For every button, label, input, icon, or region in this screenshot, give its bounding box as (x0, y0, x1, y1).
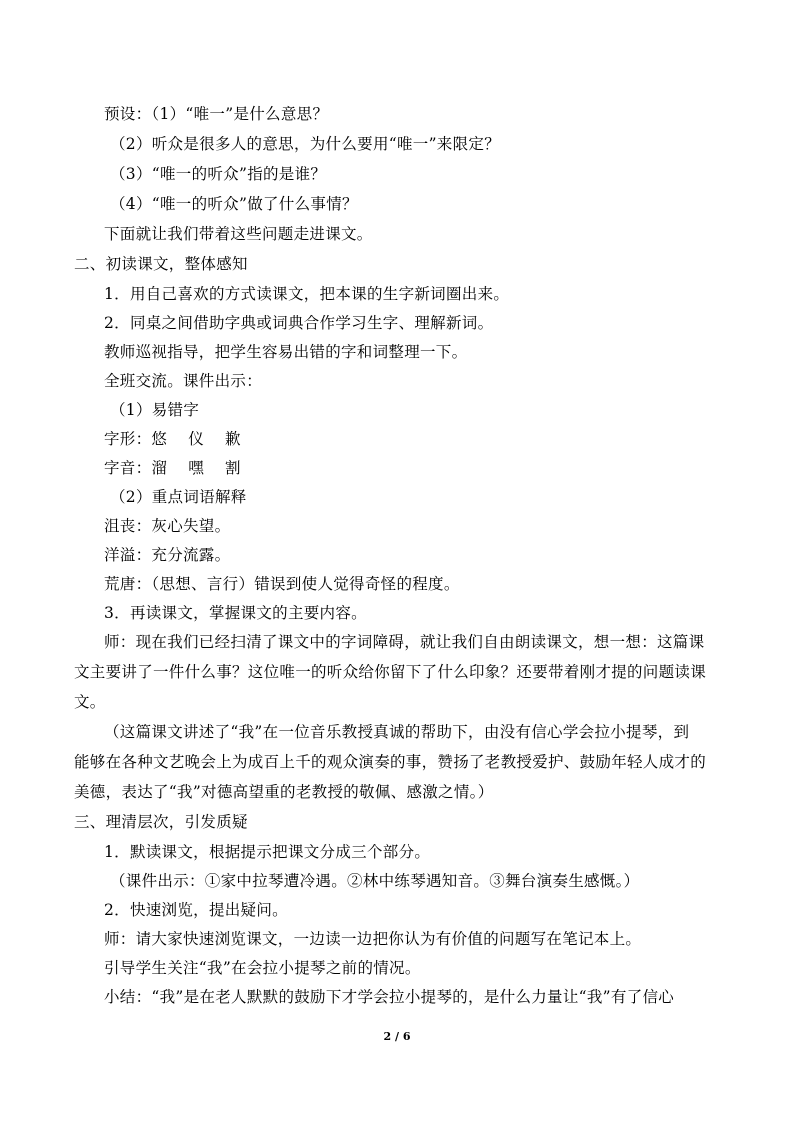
text-line: （1）易错字 (110, 401, 200, 419)
text-line: 字形：悠 仪 歉 (104, 430, 241, 448)
text-line: （这篇课文讲述了“我”在一位音乐教授真诚的帮助下，由没有信心学会拉小提琴，到 (104, 723, 690, 741)
text-line: （课件出示：①家中拉琴遭冷遇。②林中练琴遇知音。③舞台演奏生感慨。） (110, 872, 640, 890)
section-heading: 三、理清层次，引发质疑 (74, 813, 248, 831)
text-line: 3．再读课文，掌握课文的主要内容。 (104, 604, 367, 622)
text-line: 小结：“我”是在老人默默的鼓励下才学会拉小提琴的，是什么力量让“我”有了信心 (104, 988, 675, 1006)
text-line: 文主要讲了一件什么事？这位唯一的听众给你留下了什么印象？还要带着刚才提的问题读课 (74, 663, 707, 681)
text-line: 文。 (74, 693, 106, 711)
text-line: 师：现在我们已经扫清了课文中的字词障碍，就让我们自由朗读课文，想一想：这篇课 (104, 633, 705, 651)
text-line: 2．快速浏览，提出疑问。 (104, 901, 288, 919)
text-line: 师：请大家快速浏览课文，一边读一边把你认为有价值的问题写在笔记本上。 (104, 930, 642, 948)
text-line: 洋溢：充分流露。 (104, 546, 231, 564)
text-line: 全班交流。课件出示： (104, 372, 263, 390)
text-line: 沮丧：灰心失望。 (104, 517, 231, 535)
page-number: 2 / 6 (383, 1030, 411, 1043)
text-line: （3）“唯一的听众”指的是谁？ (110, 165, 327, 183)
text-line: （2）听众是很多人的意思，为什么要用“唯一”来限定？ (110, 135, 501, 153)
text-line: 能够在各种文艺晚会上为成百上千的观众演奏的事，赞扬了老教授爱护、鼓励年轻人成才的 (74, 753, 707, 771)
text-line: 2．同桌之间借助字典或词典合作学习生字、理解新词。 (104, 314, 494, 332)
text-line: 荒唐：（思想、言行）错误到使人觉得奇怪的程度。 (104, 575, 460, 593)
text-line: 预设：（1）“唯一”是什么意思？ (104, 105, 329, 123)
text-line: 美德，表达了“我”对德高望重的老教授的敬佩、感激之情。） (74, 783, 494, 801)
text-line: 引导学生关注“我”在会拉小提琴之前的情况。 (104, 959, 421, 977)
text-line: 1．用自己喜欢的方式读课文，把本课的生字新词圈出来。 (104, 285, 510, 303)
text-line: （4）“唯一的听众”做了什么事情？ (110, 195, 358, 213)
text-line: 字音：溜 嘿 割 (104, 459, 241, 477)
text-line: （2）重点词语解释 (110, 488, 247, 506)
text-line: 教师巡视指导，把学生容易出错的字和词整理一下。 (104, 343, 468, 361)
text-line: 1．默读课文，根据提示把课文分成三个部分。 (104, 843, 431, 861)
section-heading: 二、初读课文，整体感知 (74, 255, 248, 273)
text-line: 下面就让我们带着这些问题走进课文。 (104, 225, 373, 243)
